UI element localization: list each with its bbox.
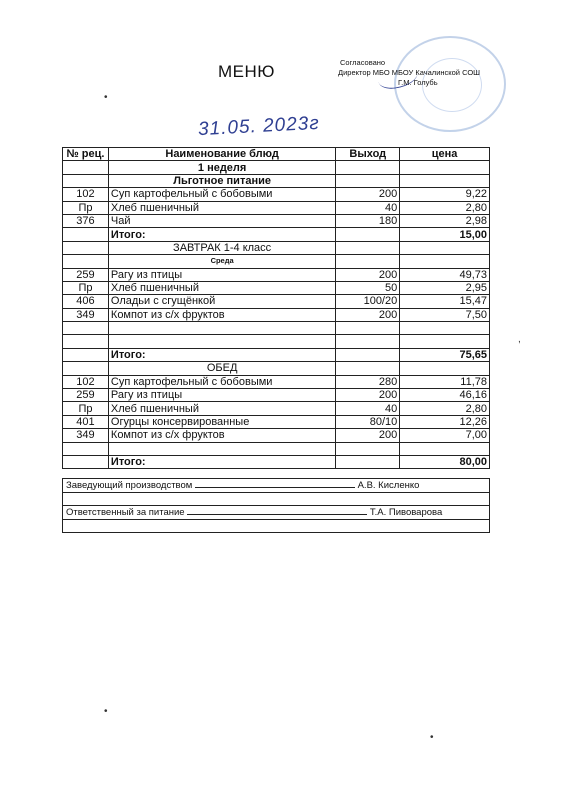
recipe-code: 102: [63, 375, 109, 388]
table-row: [63, 295, 490, 308]
approval-position: Директор МБО МБОУ Качалинской СОШ: [338, 68, 481, 77]
dish-yield: 40: [336, 402, 400, 415]
dish-name: Хлеб пшеничный: [108, 402, 335, 415]
dish-name: Рагу из птицы: [108, 389, 335, 402]
recipe-code: 349: [63, 308, 109, 321]
dish-name: Компот из с/х фруктов: [108, 429, 335, 442]
dish-yield: 40: [336, 201, 400, 214]
total-row: [63, 348, 490, 361]
table-row: [63, 308, 490, 321]
dish-price: 2,98: [400, 214, 490, 227]
header-yield: Выход: [336, 148, 400, 161]
dish-name: Рагу из птицы: [108, 268, 335, 281]
responsible-name: Т.А. Пивоварова: [369, 507, 443, 518]
dish-name: Хлеб пшеничный: [108, 201, 335, 214]
table-row: [63, 214, 490, 227]
dish-yield: 200: [336, 188, 400, 201]
table-row: [63, 268, 490, 281]
dish-price: 15,47: [400, 295, 490, 308]
dish-yield: 200: [336, 429, 400, 442]
ink-mark: •: [430, 732, 434, 743]
dish-yield: 200: [336, 268, 400, 281]
empty-row: [63, 493, 490, 506]
dish-price: 2,95: [400, 281, 490, 294]
section-label: Льготное питание: [108, 174, 335, 187]
empty-row: [63, 335, 490, 348]
dish-name: Компот из с/х фруктов: [108, 308, 335, 321]
signatures-table: [62, 478, 490, 533]
dish-price: 2,80: [400, 201, 490, 214]
dish-name: Хлеб пшеничный: [108, 281, 335, 294]
recipe-code: 349: [63, 429, 109, 442]
dish-yield: 180: [336, 214, 400, 227]
ink-mark: ,: [518, 334, 521, 345]
dish-name: Чай: [108, 214, 335, 227]
empty-row: [63, 520, 490, 533]
dish-yield: 280: [336, 375, 400, 388]
dish-price: 49,73: [400, 268, 490, 281]
table-row: [63, 415, 490, 428]
week-label: 1 неделя: [108, 161, 335, 174]
dish-yield: 80/10: [336, 415, 400, 428]
recipe-code: 401: [63, 415, 109, 428]
breakfast-label: ЗАВТРАК 1-4 класс: [108, 241, 335, 254]
table-header-row: [63, 148, 490, 161]
dish-price: 46,16: [400, 389, 490, 402]
signature-row: [63, 479, 490, 493]
section-row: [63, 174, 490, 187]
meal-row: [63, 241, 490, 254]
total-value: 75,65: [400, 348, 490, 361]
recipe-code: 102: [63, 188, 109, 201]
day-label: Среда: [108, 255, 335, 268]
recipe-code: 406: [63, 295, 109, 308]
dish-yield: 100/20: [336, 295, 400, 308]
dish-price: 12,26: [400, 415, 490, 428]
dish-price: 11,78: [400, 375, 490, 388]
signature-line: [187, 506, 367, 515]
dish-price: 7,50: [400, 308, 490, 321]
table-row: [63, 281, 490, 294]
week-row: [63, 161, 490, 174]
dish-price: 7,00: [400, 429, 490, 442]
dish-yield: 50: [336, 281, 400, 294]
signature-line: [195, 479, 355, 488]
table-row: [63, 188, 490, 201]
lunch-label: ОБЕД: [108, 362, 335, 375]
table-row: [63, 402, 490, 415]
recipe-code: 376: [63, 214, 109, 227]
empty-row: [63, 322, 490, 335]
total-value: 15,00: [400, 228, 490, 241]
table-row: [63, 201, 490, 214]
dish-price: 2,80: [400, 402, 490, 415]
total-value: 80,00: [400, 455, 490, 468]
dish-name: Суп картофельный с бобовыми: [108, 188, 335, 201]
table-row: [63, 389, 490, 402]
dish-price: 9,22: [400, 188, 490, 201]
header-recipe-no: № рец.: [63, 148, 109, 161]
dish-yield: 200: [336, 389, 400, 402]
day-row: [63, 255, 490, 268]
total-label: Итого:: [108, 228, 335, 241]
dish-name: Оладьи с сгущёнкой: [108, 295, 335, 308]
recipe-code: Пр: [63, 281, 109, 294]
recipe-code: Пр: [63, 402, 109, 415]
total-label: Итого:: [108, 348, 335, 361]
handwritten-date: 31.05. 2023г: [197, 112, 321, 141]
dish-name: Огурцы консервированные: [108, 415, 335, 428]
page-title: МЕНЮ: [218, 62, 275, 81]
recipe-code: 259: [63, 268, 109, 281]
dish-name: Суп картофельный с бобовыми: [108, 375, 335, 388]
approval-block: [336, 58, 480, 88]
dish-yield: 200: [336, 308, 400, 321]
approval-name: Г.М. Голубь: [398, 78, 438, 87]
table-row: [63, 375, 490, 388]
menu-table: [62, 147, 490, 469]
empty-row: [63, 442, 490, 455]
ink-mark: •: [104, 92, 108, 103]
approval-heading: Согласовано: [340, 58, 386, 67]
recipe-code: Пр: [63, 201, 109, 214]
header-dish-name: Наименование блюд: [108, 148, 335, 161]
meal-row: [63, 362, 490, 375]
table-row: [63, 429, 490, 442]
ink-mark: •: [104, 706, 108, 717]
responsible-role: Ответственный за питание: [66, 507, 185, 518]
signature-row: [63, 506, 490, 520]
total-label: Итого:: [108, 455, 335, 468]
total-row: [63, 455, 490, 468]
total-row: [63, 228, 490, 241]
manager-role: Заведующий производством: [66, 480, 193, 491]
recipe-code: 259: [63, 389, 109, 402]
manager-name: А.В. Кисленко: [357, 480, 420, 491]
header-price: цена: [400, 148, 490, 161]
